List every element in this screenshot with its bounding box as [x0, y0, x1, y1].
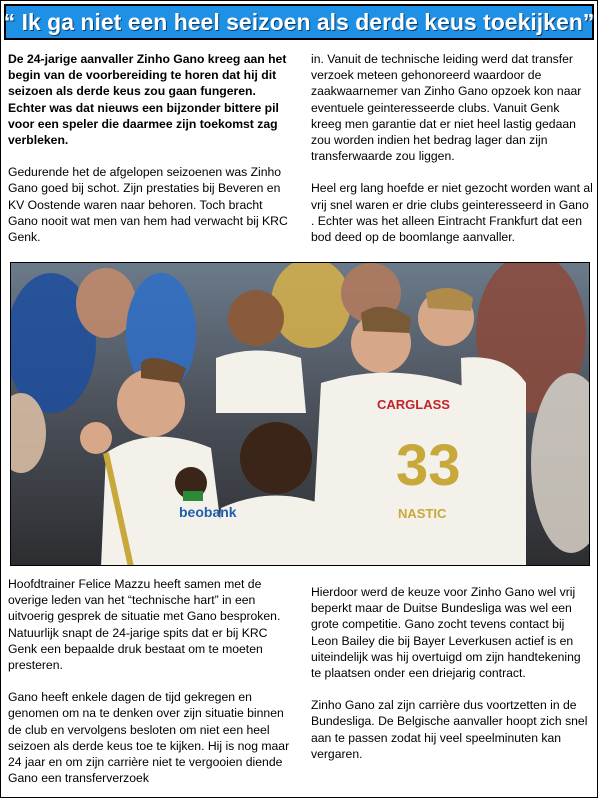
paragraph-4: Heel erg lang hoefde er niet gezocht worden want al vrij snel waren er drie clubs geinteresseerd in Gano . Echter was het alleen Eintracht Frankfurt dat een bod deed op de boomlange aanvaller. [311, 181, 593, 245]
article-photo [10, 262, 590, 566]
paragraph-5: Hoofdtrainer Felice Mazzu heeft samen met de overige leden van het “technische hart” in een uitvoerig gesprek de situatie met Gano besproken. Natuurlijk snapt de 24-jarige spits dat er bij KRC Genk een bepaalde druk bestaat om te moeten presteren. [8, 577, 281, 673]
sleeve-sponsor [179, 504, 237, 520]
paragraph-6: Gano heeft enkele dagen de tijd gekregen en genomen om na te denken over zijn situatie binnen de club en vervolgens besloten om niet een heel seizoen als derde keus toe te kijken. Hij is nog maar 24 jaar en om zijn carrière niet te vergooien diende Gano een transferverzoek [8, 690, 290, 786]
column-right-top [311, 51, 593, 261]
paragraph-2: Gedurende het de afgelopen seizoenen was Zinho Gano goed bij schot. Zijn prestaties bij Beveren en KV Oostende waren naar behoren. Toch bracht Gano nooit wat men van hem had verwacht bij KRC Genk. [8, 165, 288, 245]
paragraph-7: Hierdoor werd de keuze voor Zinho Gano wel vrij beperkt maar de Duitse Bundesliga was wel een grote competitie. Gano zocht tevens contact bij Leon Bailey die bij Bayer Leverkusen actief is en uiteindelijk was hij overtuigd om zijn handtekening te plaatsen onder een driejarig contract. [311, 585, 581, 681]
jersey-name: NASTIC [398, 506, 447, 521]
column-right-bottom [311, 584, 593, 778]
lead-paragraph: De 24-jarige aanvaller Zinho Gano kreeg aan het begin van de voorbereiding te horen dat hij dit seizoen als derde keus zou gaan fungeren. Echter was dat nieuws een bijzonder bittere pil voor een speler die daarmee zijn toekomst zag verbleken. [8, 52, 287, 148]
paragraph-8: Zinho Gano zal zijn carrière dus voortzetten in de Bundesliga. De Belgische aanvaller hoopt zich snel aan te passen zodat hij veel speelminuten kan vergaren. [311, 698, 588, 761]
headline: “ Ik ga niet een heel seizoen als derde keus toekijken” [3, 8, 595, 35]
svg-text:beobank: beobank [179, 504, 237, 520]
column-left-bottom [8, 576, 290, 802]
headline-banner [4, 4, 594, 40]
column-left-top [8, 51, 288, 261]
jersey-number: 33 [396, 433, 461, 498]
jersey-sponsor: CARGLASS [377, 397, 450, 412]
paragraph-3: in. Vanuit de technische leiding werd dat transfer verzoek meteen gehonoreerd waardoor de zaakwaarnemer van Zinho Gano opzoek kon naar eventuele geinteresseerde clubs. Vanuit Genk kreeg men garantie dat er niet heel lastig gedaan zou worden indien het bedrag lager dan zijn transferwaarde zou liggen. [311, 52, 582, 164]
